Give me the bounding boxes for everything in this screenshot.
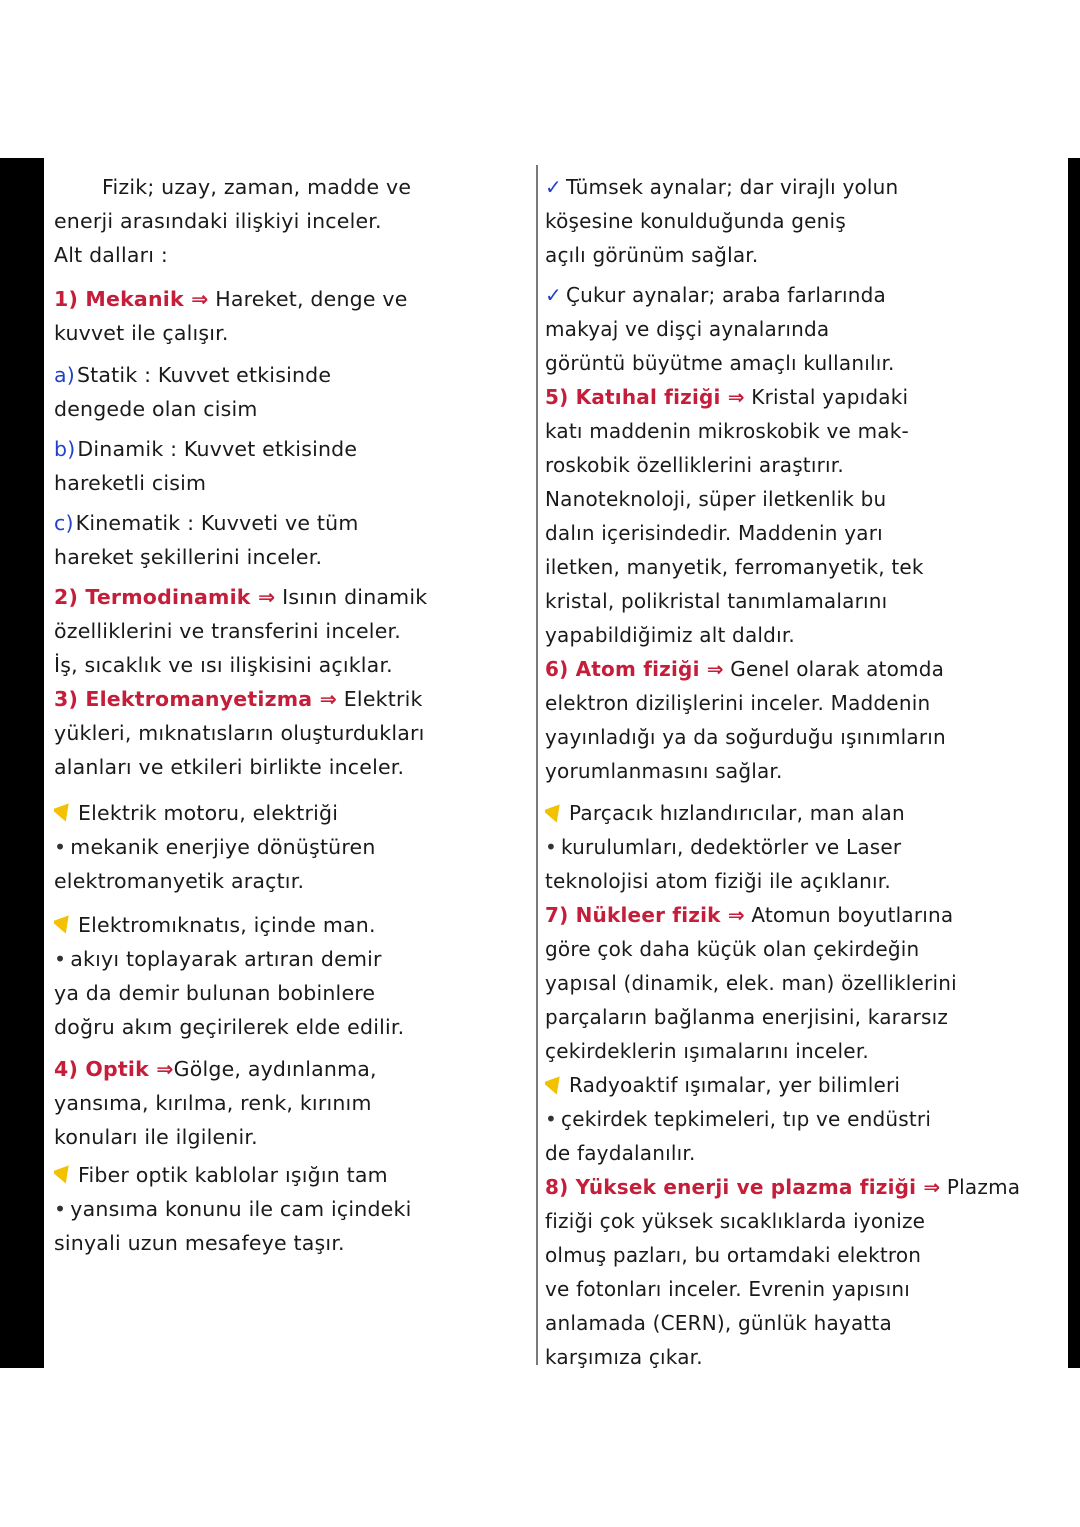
atom-note-text: kurulumları, dedektörler ve Laser	[561, 835, 902, 859]
atom-heading-line	[545, 652, 1060, 686]
pin-icon	[545, 1076, 565, 1097]
kinematik-marker: c)	[54, 511, 74, 535]
termo-desc-line: özelliklerini ve transferini inceler.	[54, 619, 401, 643]
nukleer-desc-line: parçaların bağlanma enerjisini, kararsız	[545, 1005, 949, 1029]
pin-icon	[54, 1165, 74, 1186]
kati-desc-line: Nanoteknoloji, süper iletkenlik bu	[545, 487, 887, 511]
atom-note-text: Parçacık hızlandırıcılar, man alan	[569, 801, 905, 825]
bullet-icon: •	[545, 1107, 557, 1131]
kati-desc-line: iletken, manyetik, ferromanyetik, tek	[545, 555, 924, 579]
kinematik-text-line: hareket şekillerini inceler.	[54, 545, 323, 569]
optik-note-text: Fiber optik kablolar ışığın tam	[78, 1163, 388, 1187]
dinamik-text-line: hareketli cisim	[54, 471, 207, 495]
bullet-icon: •	[54, 1197, 67, 1221]
nukleer-note-line	[545, 1068, 1060, 1102]
atom-desc-line: elektron dizilişlerini inceler. Maddenin	[545, 691, 931, 715]
nukleer-note-text: Radyoaktif ışımalar, yer bilimleri	[569, 1073, 901, 1097]
statik-text-line: dengede olan cisim	[54, 397, 258, 421]
elektro-note2-text: Elektromıknatıs, içinde man.	[78, 913, 376, 937]
optik-note-line: sinyali uzun mesafeye taşır.	[54, 1231, 345, 1255]
termo-heading-line	[54, 580, 528, 614]
elektro-heading-line	[54, 682, 528, 716]
check-icon: ✓	[545, 283, 562, 307]
atom-note-line	[545, 830, 1060, 864]
pin-icon	[54, 803, 74, 824]
nukleer-note-line: de faydalanılır.	[545, 1141, 696, 1165]
atom-title: 6) Atom fiziği ⇒	[545, 657, 724, 681]
optik-desc-line: yansıma, kırılma, renk, kırınım	[54, 1091, 372, 1115]
elektro-note2-line	[54, 908, 528, 942]
cukur-note-line: görüntü büyütme amaçlı kullanılır.	[545, 351, 895, 375]
elektro-note1-line	[54, 796, 528, 830]
bullet-icon: •	[54, 835, 67, 859]
elektro-title: 3) Elektromanyetizma ⇒	[54, 687, 338, 711]
kati-desc-line: katı maddenin mikroskobik ve mak-	[545, 419, 909, 443]
kati-desc-line: roskobik özelliklerini araştırır.	[545, 453, 844, 477]
right-black-border	[1068, 158, 1080, 1368]
yuksek-desc-line: olmuş pazları, bu ortamdaki elektron	[545, 1243, 922, 1267]
intro-line: Alt dalları :	[54, 243, 168, 267]
elektro-note2-line	[54, 942, 528, 976]
elektro-note2-line: doğru akım geçirilerek elde edilir.	[54, 1015, 405, 1039]
yuksek-desc-line: fiziği çok yüksek sıcaklıklarda iyonize	[545, 1209, 926, 1233]
dinamik-text: Dinamik : Kuvvet etkisinde	[77, 437, 358, 461]
nukleer-heading-line	[545, 898, 1060, 932]
statik-line	[54, 358, 528, 392]
kati-desc: Kristal yapıdaki	[744, 385, 909, 409]
termo-desc: Isının dinamik	[275, 585, 428, 609]
nukleer-desc-line: göre çok daha küçük olan çekirdeğin	[545, 937, 920, 961]
nukleer-desc: Atomun boyutlarına	[744, 903, 954, 927]
atom-desc-line: yorumlanmasını sağlar.	[545, 759, 783, 783]
tumsek-note-line	[545, 170, 1060, 204]
atom-desc: Genel olarak atomda	[723, 657, 945, 681]
yuksek-desc-line: ve fotonları inceler. Evrenin yapısını	[545, 1277, 910, 1301]
yuksek-desc-line: anlamada (CERN), günlük hayatta	[545, 1311, 892, 1335]
elektro-note2-line: ya da demir bulunan bobinlere	[54, 981, 376, 1005]
elektro-desc-line: alanları ve etkileri birlikte inceler.	[54, 755, 405, 779]
yuksek-desc: Plazma	[940, 1175, 1021, 1199]
yuksek-title: 8) Yüksek enerji ve plazma fiziği ⇒	[545, 1175, 941, 1199]
kati-desc-line: kristal, polikristal tanımlamalarını	[545, 589, 888, 613]
left-black-border	[0, 158, 44, 1368]
pin-icon	[54, 915, 74, 936]
kati-desc-line: yapabildiğimiz alt daldır.	[545, 623, 795, 647]
optik-note-text: yansıma konunu ile cam içindeki	[70, 1197, 412, 1221]
optik-note-line	[54, 1158, 528, 1192]
pin-icon	[545, 804, 565, 825]
nukleer-desc-line: yapısal (dinamik, elek. man) özelliklerini	[545, 971, 957, 995]
nukleer-title: 7) Nükleer fizik ⇒	[545, 903, 745, 927]
elektro-note1-line	[54, 830, 528, 864]
optik-desc-line: konuları ile ilgilenir.	[54, 1125, 258, 1149]
elektro-note2-text: akıyı toplayarak artıran demir	[70, 947, 382, 971]
mekanik-title: 1) Mekanik ⇒	[54, 287, 209, 311]
right-column	[545, 170, 1060, 1374]
column-divider	[536, 165, 538, 1365]
elektro-desc: Elektrik	[337, 687, 423, 711]
intro-line: enerji arasındaki ilişkiyi inceler.	[54, 209, 382, 233]
atom-note-line	[545, 796, 1060, 830]
mekanik-desc-line: kuvvet ile çalışır.	[54, 321, 229, 345]
optik-note-line	[54, 1192, 528, 1226]
mekanik-desc: Hareket, denge ve	[208, 287, 408, 311]
mekanik-heading-line	[54, 282, 528, 316]
cukur-note-text: Çukur aynalar; araba farlarında	[565, 283, 886, 307]
bullet-icon: •	[54, 947, 67, 971]
check-icon: ✓	[545, 175, 562, 199]
tumsek-note-line: açılı görünüm sağlar.	[545, 243, 759, 267]
optik-heading-line	[54, 1052, 528, 1086]
yuksek-heading-line	[545, 1170, 1060, 1204]
nukleer-desc-line: çekirdeklerin ışımalarını inceler.	[545, 1039, 869, 1063]
kati-title: 5) Katıhal fiziği ⇒	[545, 385, 745, 409]
bullet-icon: •	[545, 835, 557, 859]
elektro-note1-text: mekanik enerjiye dönüştüren	[70, 835, 376, 859]
optik-desc: Gölge, aydınlanma,	[173, 1057, 377, 1081]
kati-desc-line: dalın içerisindedir. Maddenin yarı	[545, 521, 883, 545]
left-column	[54, 170, 528, 1260]
atom-note-line: teknolojisi atom fiziği ile açıklanır.	[545, 869, 891, 893]
kinematik-text: Kinematik : Kuvveti ve tüm	[75, 511, 359, 535]
statik-text: Statik : Kuvvet etkisinde	[76, 363, 332, 387]
kati-heading-line	[545, 380, 1060, 414]
elektro-note1-text: Elektrik motoru, elektriği	[78, 801, 339, 825]
tumsek-note-line: köşesine konulduğunda geniş	[545, 209, 846, 233]
nukleer-note-text: çekirdek tepkimeleri, tıp ve endüstri	[561, 1107, 932, 1131]
elektro-desc-line: yükleri, mıknatısların oluşturdukları	[54, 721, 425, 745]
cukur-note-line: makyaj ve dişçi aynalarında	[545, 317, 830, 341]
optik-title: 4) Optik ⇒	[54, 1057, 174, 1081]
elektro-note1-line: elektromanyetik araçtır.	[54, 869, 305, 893]
yuksek-desc-line: karşımıza çıkar.	[545, 1345, 703, 1369]
dinamik-line	[54, 432, 528, 466]
cukur-note-line	[545, 278, 1060, 312]
termo-desc-line: İş, sıcaklık ve ısı ilişkisini açıklar.	[54, 653, 393, 677]
kinematik-line	[54, 506, 528, 540]
termo-title: 2) Termodinamik ⇒	[54, 585, 276, 609]
tumsek-note-text: Tümsek aynalar; dar virajlı yolun	[565, 175, 899, 199]
nukleer-note-line	[545, 1102, 1060, 1136]
atom-desc-line: yayınladığı ya da soğurduğu ışınımların	[545, 725, 946, 749]
statik-marker: a)	[54, 363, 75, 387]
dinamik-marker: b)	[54, 437, 76, 461]
intro-line: Fizik; uzay, zaman, madde ve	[102, 175, 412, 199]
